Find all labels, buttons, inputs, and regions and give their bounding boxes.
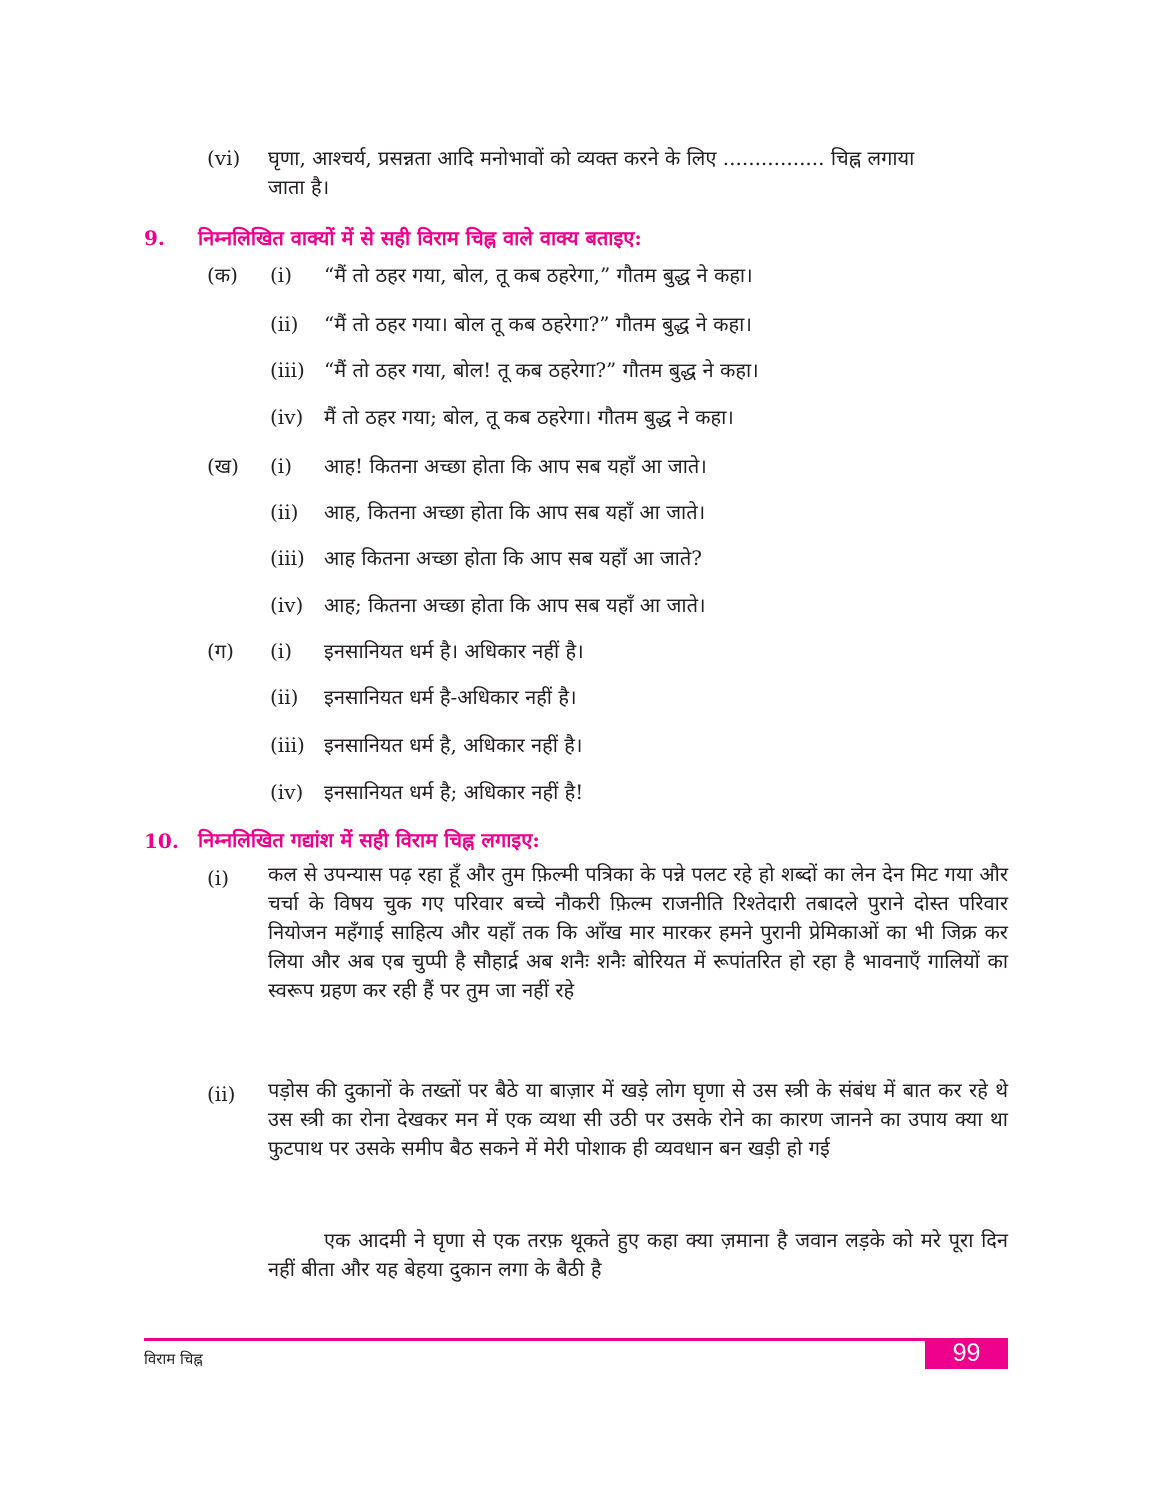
option-text: “मैं तो ठहर गया, बोल, तू कब ठहरेगा,” गौतम बुद्ध ने कहा। xyxy=(324,263,753,287)
passage-label: (ii) xyxy=(207,1082,236,1106)
option-label: (i) xyxy=(270,263,293,287)
question-title: निम्नलिखित वाक्यों में से सही विराम चिह्न वाले वाक्य बताइए: xyxy=(198,226,642,250)
option-label: (iii) xyxy=(270,546,305,570)
passage-text: पड़ोस की दुकानों के तख्तों पर बैठे या बाज़ार में खड़े लोग घृणा से उस स्त्री के संबंध में बात कर रहे थे उस स्त्री का रोना देखकर मन में एक व्यथा सी उठी पर उसके रोने का कारण जानने का उपाय क्या था फुटपाथ पर उसके समीप बैठ सकने में मेरी पोशाक ही व्यवधान बन खड़ी हो गई xyxy=(268,1078,1008,1160)
option-text: इनसानियत धर्म है। अधिकार नहीं है। xyxy=(324,639,584,663)
option-label: (ii) xyxy=(270,685,299,709)
option-text: “मैं तो ठहर गया, बोल! तू कब ठहरेगा?” गौतम बुद्ध ने कहा। xyxy=(324,358,759,382)
option-text: आह! कितना अच्छा होता कि आप सब यहाँ आ जाते। xyxy=(324,454,707,478)
option-label: (iv) xyxy=(270,593,304,617)
question-number: 9. xyxy=(144,226,165,250)
option-label: (iv) xyxy=(270,405,304,429)
option-label: (i) xyxy=(270,454,293,478)
page-number: 99 xyxy=(925,1338,1008,1369)
option-label: (iv) xyxy=(270,780,304,804)
question-number: 10. xyxy=(144,829,179,853)
option-label: (iii) xyxy=(270,358,305,382)
option-text: इनसानियत धर्म है-अधिकार नहीं है। xyxy=(324,685,577,709)
footer-rule xyxy=(144,1338,1008,1341)
item-text-line: घृणा, आश्चर्य, प्रसन्नता आदि मनोभावों को व्यक्त करने के लिए ................ चिह्न लगाया xyxy=(268,146,915,170)
option-text: मैं तो ठहर गया; बोल, तू कब ठहरेगा। गौतम बुद्ध ने कहा। xyxy=(324,405,734,429)
item-label: (vi) xyxy=(207,146,241,170)
option-label: (i) xyxy=(270,639,293,663)
passage-continuation: एक आदमी ने घृणा से एक तरफ़ थूकते हुए कहा क्या ज़माना है जवान लड़के को मरे पूरा दिन नहीं बीता और यह बेहया दुकान लगा के बैठी है xyxy=(268,1228,1008,1281)
option-text: आह, कितना अच्छा होता कि आप सब यहाँ आ जाते। xyxy=(324,500,706,524)
group-label: (क) xyxy=(207,263,238,287)
option-label: (iii) xyxy=(270,733,305,757)
question-title: निम्नलिखित गद्यांश में सही विराम चिह्न लगाइए: xyxy=(198,828,540,852)
option-text: आह; कितना अच्छा होता कि आप सब यहाँ आ जाते। xyxy=(324,593,706,617)
group-label: (ग) xyxy=(207,639,234,663)
option-text: इनसानियत धर्म है; अधिकार नहीं है! xyxy=(324,780,584,804)
option-label: (ii) xyxy=(270,312,299,336)
group-label: (ख) xyxy=(207,454,239,478)
option-label: (ii) xyxy=(270,500,299,524)
passage-text: कल से उपन्यास पढ़ रहा हूँ और तुम फ़िल्मी पत्रिका के पन्ने पलट रहे हो शब्दों का लेन देन मिट गया और चर्चा के विषय चुक गए परिवार बच्चे नौकरी फ़िल्म राजनीति रिश्तेदारी तबादले पुराने दोस्त परिवार नियोजन महँगाई साहित्य और यहाँ तक कि आँख मार मारकर हमने पुरानी प्रेमिकाओं का भी जिक्र कर लिया और अब एब चुप्पी है सौहार्द्र अब शनैः शनैः बोरियत में रूपांतरित हो रहा है भावनाएँ गालियों का स्वरूप ग्रहण कर रही हैं पर तुम जा नहीं रहे xyxy=(268,862,1008,1002)
option-text: आह कितना अच्छा होता कि आप सब यहाँ आ जाते? xyxy=(324,546,702,570)
item-text-line: जाता है। xyxy=(268,175,330,199)
option-text: “मैं तो ठहर गया। बोल तू कब ठहरेगा?” गौतम बुद्ध ने कहा। xyxy=(324,312,752,336)
chapter-name: विराम चिह्न xyxy=(144,1350,203,1368)
passage-label: (i) xyxy=(207,866,230,890)
option-text: इनसानियत धर्म है, अधिकार नहीं है। xyxy=(324,733,583,757)
